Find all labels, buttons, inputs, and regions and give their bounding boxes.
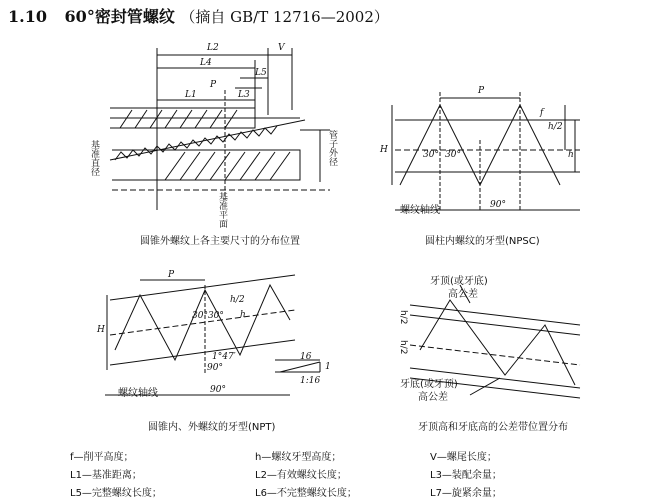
- dim-L2-label: L2: [207, 43, 219, 53]
- reference-plane-label: 基准平面: [217, 192, 227, 228]
- fig2-angle-left: 30°: [423, 150, 439, 160]
- fig2-half-h-label: h/2: [548, 122, 563, 132]
- legend-r0c0: f—削平高度；: [70, 452, 134, 463]
- fig2-H-label: H: [380, 145, 388, 155]
- fig2-axis-label: 螺纹轴线: [400, 205, 440, 216]
- fig2-h-label: h: [568, 150, 574, 160]
- fig2-P-label: P: [478, 86, 485, 96]
- section-number: 1.10: [8, 7, 47, 26]
- fig3-angle-30-30: 30°30°: [192, 311, 224, 321]
- fig2-angle-90: 90°: [490, 200, 506, 210]
- fig3-angle-90-a: 90°: [207, 363, 223, 373]
- dim-L5-label: L5: [255, 68, 267, 78]
- fig4-crest-tolerance-label: 高公差: [448, 289, 478, 300]
- reference-diameter-label: 基准直径: [89, 140, 99, 176]
- fig4-half-h-upper: h/2: [398, 310, 408, 325]
- dim-P-label: P: [210, 80, 217, 90]
- fig3-taper-ratio: 1:16: [300, 376, 321, 386]
- figure-1-caption: 圆锥外螺纹上各主要尺寸的分布位置: [140, 236, 300, 247]
- fig3-taper-16: 16: [300, 352, 312, 362]
- fig2-angle-right: 30°: [445, 150, 461, 160]
- fig4-half-h-lower: h/2: [398, 340, 408, 355]
- legend-r2c2: L7—旋紧余量；: [430, 488, 502, 499]
- fig3-angle-1-47: 1°47′: [212, 352, 236, 362]
- figure-3-caption: 圆锥内、外螺纹的牙型(NPT): [148, 422, 276, 433]
- legend-r0c2: V—螺尾长度；: [430, 452, 497, 463]
- dim-L1-label: L1: [185, 90, 197, 100]
- fig2-f-label: f: [540, 108, 544, 118]
- legend-r1c2: L3—装配余量；: [430, 470, 502, 481]
- fig3-P-label: P: [168, 270, 175, 280]
- section-source: （摘自 GB/T 12716—2002）: [180, 8, 389, 26]
- legend-r2c0: L5—完整螺纹长度；: [70, 488, 162, 499]
- section-heading: 60°密封管螺纹: [64, 7, 175, 26]
- figure-2-caption: 圆柱内螺纹的牙型(NPSC): [425, 236, 540, 247]
- dim-V-label: V: [278, 43, 285, 53]
- fig4-crest-label: 牙顶(或牙底): [430, 276, 488, 287]
- legend-r2c1: L6—不完整螺纹长度；: [255, 488, 357, 499]
- pipe-outer-diameter-label: 管子外径: [327, 130, 337, 166]
- fig4-root-label: 牙底(或牙顶): [400, 379, 458, 390]
- figure-4-caption: 牙顶高和牙底高的公差带位置分布: [418, 422, 568, 433]
- legend-r0c1: h—螺纹牙型高度；: [255, 452, 342, 463]
- fig3-H-label: H: [97, 325, 105, 335]
- fig3-axis-label: 螺纹轴线: [118, 388, 158, 399]
- fig3-angle-90-b: 90°: [210, 385, 226, 395]
- legend-r1c1: L2—有效螺纹长度；: [255, 470, 347, 481]
- fig4-root-tolerance-label: 高公差: [418, 392, 448, 403]
- legend-r1c0: L1—基准距离；: [70, 470, 142, 481]
- fig3-taper-1: 1: [325, 362, 331, 372]
- dim-L4-label: L4: [200, 58, 212, 68]
- fig3-half-h-label: h/2: [230, 295, 245, 305]
- dim-L3-label: L3: [238, 90, 250, 100]
- fig3-h-label: h: [240, 310, 246, 320]
